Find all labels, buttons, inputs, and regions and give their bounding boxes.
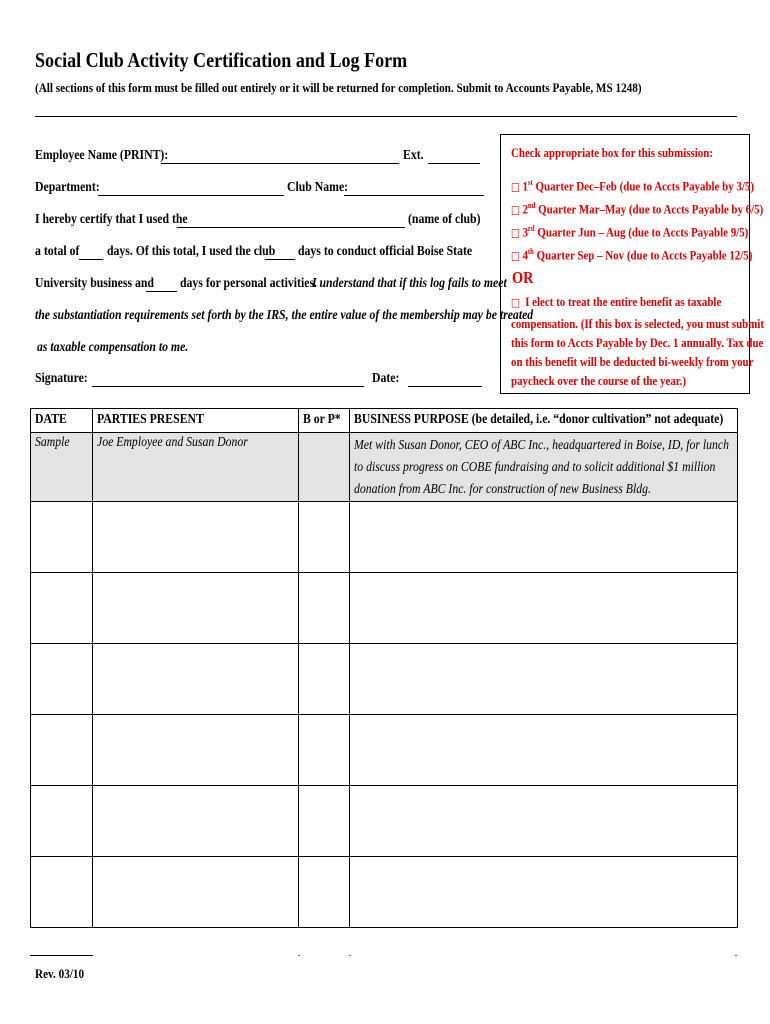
table-row <box>31 857 738 928</box>
checkbox-icon[interactable]: □ <box>511 203 520 217</box>
column-header-date: DATE <box>31 409 93 433</box>
q2-option[interactable]: □ 2nd Quarter Mar–May (due to Accts Payable by 6/5) <box>511 201 764 217</box>
irs-notice-line2: the substantiation requirements set forth by the IRS, the entire value of the membership may be treated <box>35 308 534 323</box>
purpose-cell[interactable] <box>350 786 738 857</box>
b-or-p-cell[interactable] <box>299 502 350 573</box>
q3-option[interactable]: □ 3rd Quarter Jun – Aug (due to Accts Payable 9/5) <box>511 224 749 240</box>
purpose-cell[interactable] <box>350 644 738 715</box>
table-header-row <box>31 409 738 433</box>
purpose-cell[interactable] <box>350 573 738 644</box>
parties-cell[interactable] <box>93 786 299 857</box>
purpose-cell[interactable] <box>350 715 738 786</box>
certify-text: I hereby certify that I used the <box>35 212 188 227</box>
certify-club-field[interactable] <box>177 227 405 228</box>
purpose-cell[interactable] <box>350 502 738 573</box>
signature-field[interactable] <box>92 386 364 387</box>
sample-row <box>31 433 738 502</box>
date-cell[interactable] <box>31 857 93 928</box>
b-or-p-cell[interactable] <box>299 715 350 786</box>
checkbox-icon[interactable]: □ <box>511 226 520 240</box>
form-title: Social Club Activity Certification and Log Form <box>35 48 408 72</box>
university-business-text: University business and <box>35 276 154 291</box>
activity-log-table <box>30 408 738 928</box>
elect-text-line5: paycheck over the course of the year.) <box>511 373 686 388</box>
form-instructions: (All sections of this form must be filled out entirely or it will be returned for completion. Submit to Accounts Payable, MS 1248) <box>35 80 642 95</box>
submission-box <box>500 134 764 394</box>
personal-days-field[interactable] <box>146 291 177 292</box>
certify-suffix: (name of club) <box>408 212 481 227</box>
footer-mark <box>735 955 737 956</box>
signature-label: Signature: <box>35 371 88 386</box>
revision-label: Rev. 03/10 <box>35 966 85 981</box>
column-header-parties: PARTIES PRESENT <box>93 409 299 433</box>
b-or-p-cell[interactable] <box>299 644 350 715</box>
table-row <box>31 715 738 786</box>
checkbox-icon[interactable]: □ <box>511 249 520 263</box>
date-cell[interactable] <box>31 786 93 857</box>
employee-name-field[interactable] <box>161 163 399 164</box>
irs-notice-line3: as taxable compensation to me. <box>37 340 189 355</box>
sample-parties: Joe Employee and Susan Donor <box>93 433 299 502</box>
sample-purpose: Met with Susan Donor, CEO of ABC Inc., headquartered in Boise, ID, for lunch to discuss progress on COBE fundraising and to solicit additional $1 million donation from ABC Inc. for construction of new Business Bldg. <box>350 433 738 502</box>
b-or-p-cell[interactable] <box>299 573 350 644</box>
official-days-field[interactable] <box>265 259 295 260</box>
department-field[interactable] <box>98 195 284 196</box>
or-separator: OR <box>512 268 534 287</box>
irs-notice-line1: I understand that if this log fails to meet <box>312 276 507 291</box>
footer-mark <box>349 955 351 956</box>
date-cell[interactable] <box>31 644 93 715</box>
sample-date: Sample <box>31 433 93 502</box>
elect-option[interactable]: □ I elect to treat the entire benefit as taxable <box>511 294 722 309</box>
purpose-cell[interactable] <box>350 857 738 928</box>
elect-text-line3: this form to Accts Payable by Dec. 1 annually. Tax due <box>511 335 764 350</box>
official-days-text: days to conduct official Boise State <box>298 244 473 259</box>
employee-name-label: Employee Name (PRINT): <box>35 148 169 163</box>
checkbox-icon[interactable]: □ <box>511 296 520 309</box>
parties-cell[interactable] <box>93 644 299 715</box>
q4-option[interactable]: □ 4th Quarter Sep – Nov (due to Accts Payable 12/5) <box>511 247 753 263</box>
elect-text-line4: on this benefit will be deducted bi-weekly from your <box>511 354 754 369</box>
sample-b-or-p <box>299 433 350 502</box>
days-used-text: days. Of this total, I used the club <box>107 244 276 259</box>
parties-cell[interactable] <box>93 715 299 786</box>
footer-mark <box>298 955 300 956</box>
date-cell[interactable] <box>31 573 93 644</box>
elect-text-line2: compensation. (If this box is selected, you must submit <box>511 316 764 331</box>
table-row <box>31 573 738 644</box>
parties-cell[interactable] <box>93 573 299 644</box>
date-cell[interactable] <box>31 715 93 786</box>
total-days-field[interactable] <box>79 259 103 260</box>
submission-heading: Check appropriate box for this submission: <box>511 145 713 160</box>
personal-days-text: days for personal activities. <box>180 276 317 291</box>
ext-label: Ext. <box>403 148 424 163</box>
ext-field[interactable] <box>428 163 480 164</box>
footer-divider <box>30 955 93 956</box>
q1-option[interactable]: □ 1st Quarter Dec–Feb (due to Accts Payable by 3/5) <box>511 178 754 194</box>
club-name-label: Club Name: <box>287 180 349 195</box>
column-header-purpose: BUSINESS PURPOSE (be detailed, i.e. “donor cultivation” not adequate) <box>350 409 738 433</box>
header-divider <box>35 116 737 117</box>
parties-cell[interactable] <box>93 857 299 928</box>
table-row <box>31 786 738 857</box>
b-or-p-cell[interactable] <box>299 786 350 857</box>
table-row <box>31 644 738 715</box>
checkbox-icon[interactable]: □ <box>511 180 520 194</box>
club-name-field[interactable] <box>344 195 484 196</box>
column-header-b-or-p: B or P* <box>299 409 350 433</box>
date-field[interactable] <box>408 386 482 387</box>
date-cell[interactable] <box>31 502 93 573</box>
b-or-p-cell[interactable] <box>299 857 350 928</box>
table-row <box>31 502 738 573</box>
date-label: Date: <box>372 371 400 386</box>
parties-cell[interactable] <box>93 502 299 573</box>
department-label: Department: <box>35 180 100 195</box>
total-of-label: a total of <box>35 244 80 259</box>
